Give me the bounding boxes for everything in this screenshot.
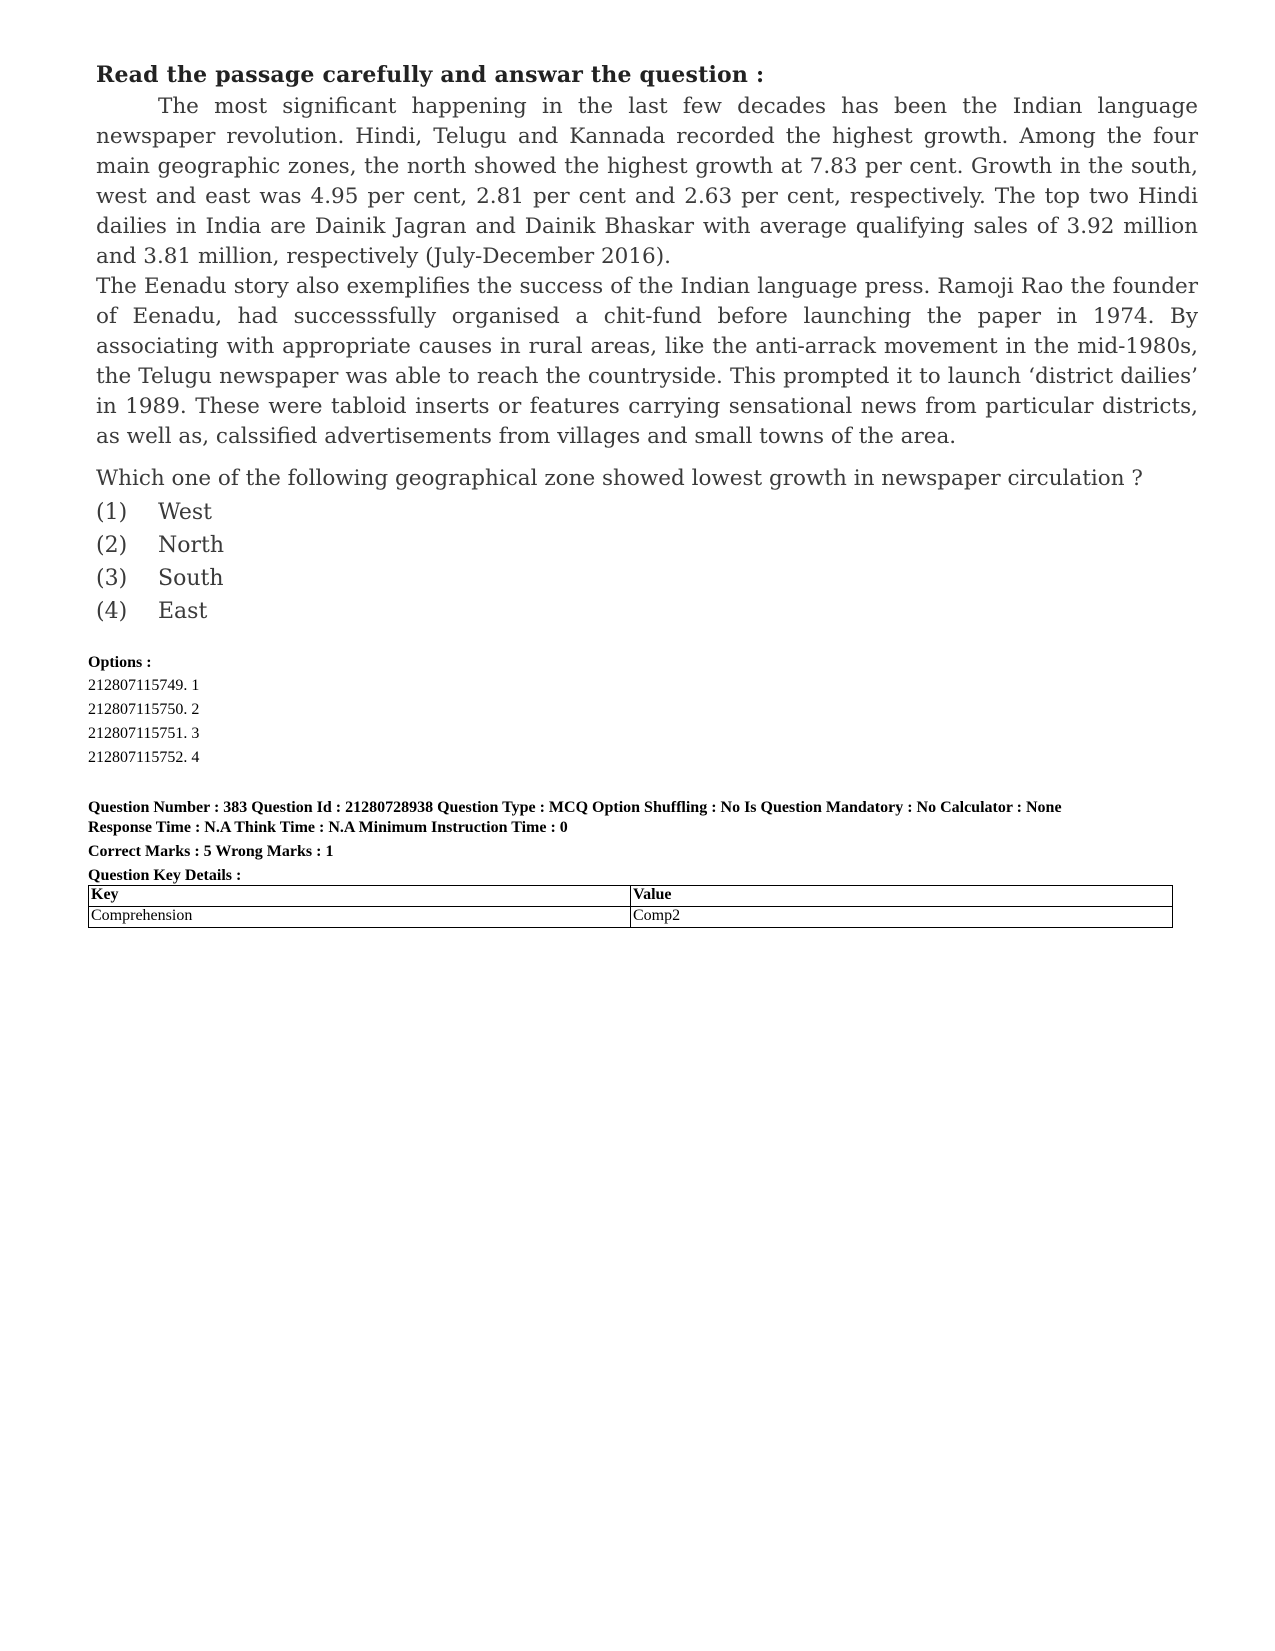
options-heading: Options : [88, 654, 152, 671]
choice-number: (2) [96, 533, 128, 558]
choice-number: (4) [96, 599, 128, 624]
option-id-line: 212807115750. 2 [88, 701, 200, 718]
choice-list [96, 496, 1198, 628]
table-header-row [89, 886, 1173, 907]
table-cell-key: Comprehension [89, 907, 631, 928]
passage-image [96, 62, 1198, 628]
choice-text: North [158, 533, 225, 558]
table-header-key: Key [89, 886, 631, 907]
key-details-table [88, 885, 1173, 928]
question-meta-line-2: Response Time : N.A Think Time : N.A Minimum Instruction Time : 0 [88, 819, 568, 836]
choice-item [96, 562, 1198, 595]
option-id-line: 212807115749. 1 [88, 677, 200, 694]
marks-line: Correct Marks : 5 Wrong Marks : 1 [88, 843, 334, 860]
choice-text: South [158, 566, 224, 591]
choice-text: East [158, 599, 208, 624]
table-row [89, 907, 1173, 928]
choice-number: (1) [96, 500, 128, 525]
option-id-line: 212807115752. 4 [88, 749, 200, 766]
choice-item [96, 529, 1198, 562]
passage-paragraph-2: The Eenadu story also exemplifies the success of the Indian language press. Ramoji Rao the founder of Eenadu, had successsfully organised a chit-fund before launching the paper in 1974. By associating with appropriate causes in rural areas, like the anti-arrack movement in the mid-1980s, the Telugu newspaper was able to reach the countryside. This prompted it to launch ‘district dailies’ in 1989. These were tabloid inserts or features carrying sensational news from particular districts, as well as, calssified advertisements from villages and small towns of the area. [96, 274, 1198, 449]
choice-text: West [158, 500, 212, 525]
table-cell-value: Comp2 [631, 907, 1173, 928]
passage-heading: Read the passage carefully and answar the question : [96, 62, 765, 88]
choice-number: (3) [96, 566, 128, 591]
passage-paragraph-1: The most significant happening in the last few decades has been the Indian language newspaper revolution. Hindi, Telugu and Kannada recorded the highest growth. Among the four main geographic zones, the north showed the highest growth at 7.83 per cent. Growth in the south, west and east was 4.95 per cent, 2.81 per cent and 2.63 per cent, respectively. The top two Hindi dailies in India are Dainik Jagran and Dainik Bhaskar with average qualifying sales of 3.92 million and 3.81 million, respectively (July-December 2016). [96, 94, 1198, 269]
question-info [88, 798, 1198, 886]
options-section [88, 652, 1188, 770]
question-text: Which one of the following geographical zone showed lowest growth in newspaper circulation ? [96, 466, 1143, 491]
table-header-value: Value [631, 886, 1173, 907]
choice-item [96, 595, 1198, 628]
choice-item [96, 496, 1198, 529]
question-meta-line-1: Question Number : 383 Question Id : 21280728938 Question Type : MCQ Option Shuffling : No Is Question Mandatory : No Calculator : None [88, 799, 1062, 816]
key-details-heading: Question Key Details : [88, 867, 242, 884]
option-id-line: 212807115751. 3 [88, 725, 200, 742]
